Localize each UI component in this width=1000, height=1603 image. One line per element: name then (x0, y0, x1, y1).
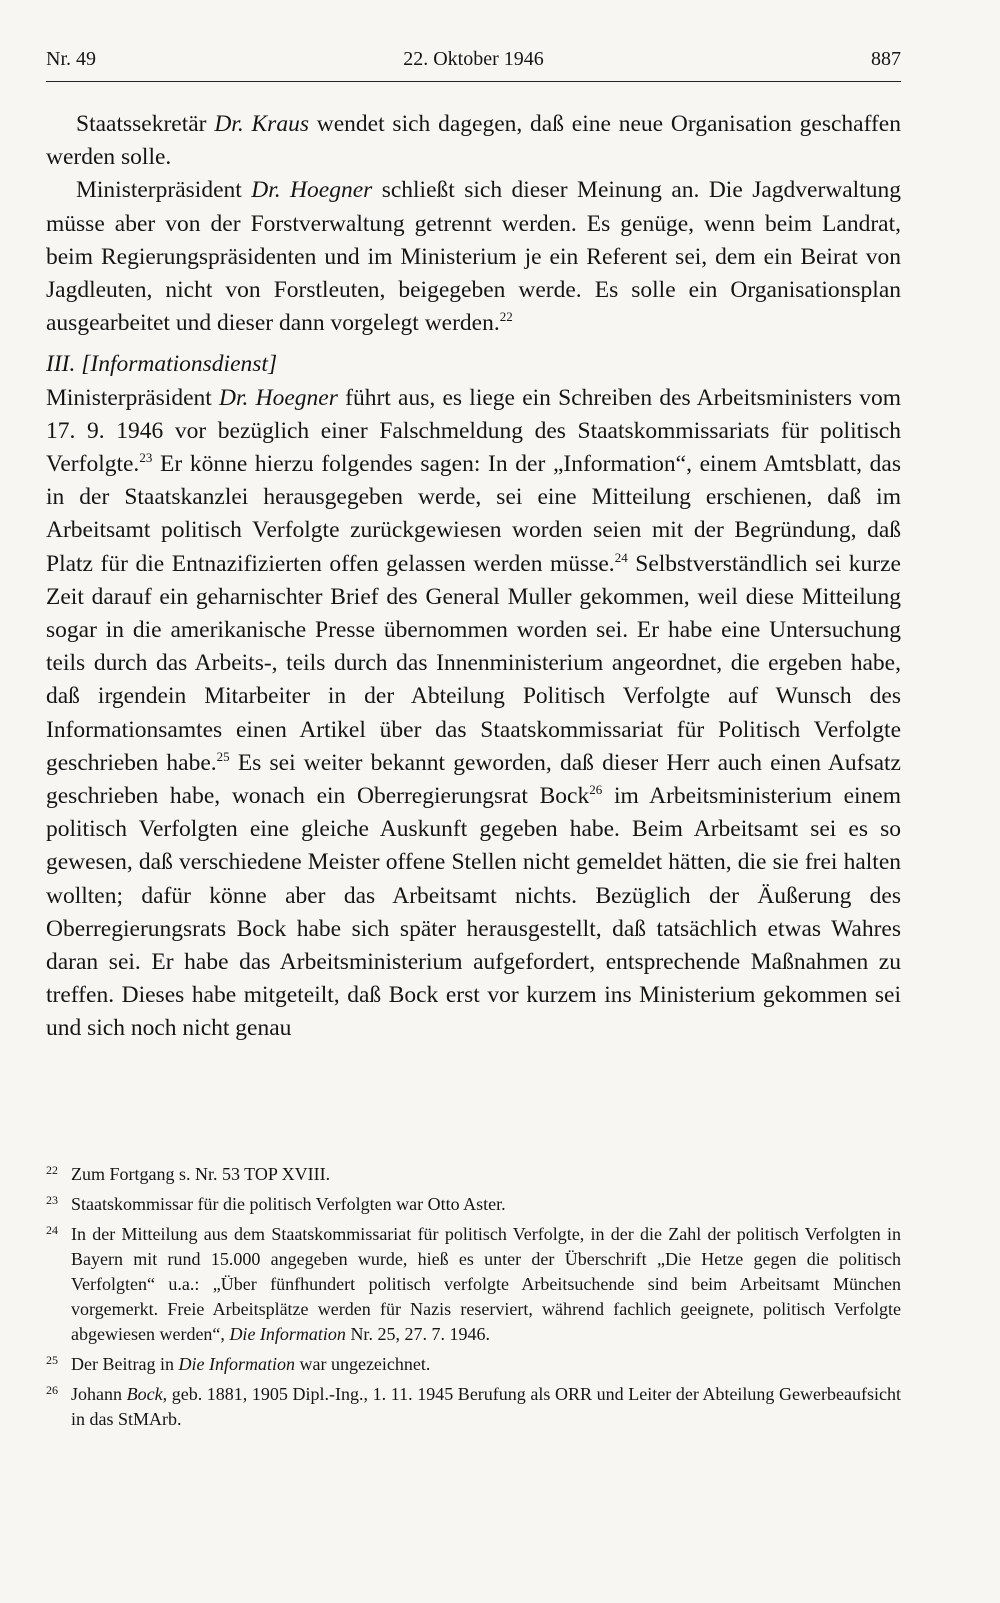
footnote-26 (46, 1382, 901, 1432)
person-name: Bock (126, 1384, 163, 1404)
section-heading (46, 348, 901, 381)
footnote-22 (46, 1162, 901, 1187)
footnotes (46, 1162, 901, 1437)
footnote-number: 23 (46, 1193, 58, 1207)
paragraph-hoegner-1 (46, 174, 901, 340)
footnote-text: war ungezeichnet. (294, 1354, 431, 1374)
section-number: III. (46, 351, 82, 378)
text-run: schließt sich dieser Meinung an. Die Jagdverwaltung müsse aber von der Forstverwaltung getrennt werden. Es genüge, wenn beim Landrat, beim Regierungspräsidenten und im Ministerium je ein Referent sei, dem ein Beirat von Jagdleuten, nicht von Forstleuten, beigegeben werde. Es solle ein Organisationsplan ausgearbeitet und dieser dann vorgelegt werden. (46, 177, 901, 337)
text-run: Es sei weiter bekannt geworden, daß dieser Herr auch einen Aufsatz geschrieben habe, wonach ein Oberregierungsrat Bock (46, 749, 901, 810)
footnote-text: Zum Fortgang s. Nr. 53 TOP XVIII. (71, 1164, 331, 1184)
paragraph-kraus (46, 108, 901, 174)
footnote-text: Johann (71, 1384, 127, 1404)
text-run: führt aus, es liege ein Schreiben des Arbeitsministers vom 17. 9. 1946 vor bezüglich einer Falschmeldung des Staatskommissariats für politisch Verfolgte. (46, 384, 901, 478)
document-date: 22. Oktober 1946 (403, 48, 544, 70)
footnote-ref: 26 (589, 782, 603, 798)
footnote-ref: 23 (139, 450, 153, 466)
footnote-number: 24 (46, 1223, 58, 1237)
footnote-25 (46, 1352, 901, 1377)
footnote-number: 25 (46, 1353, 58, 1367)
body-text (46, 108, 901, 1046)
text-run: Selbstverständlich sei kurze Zeit darauf ein geharnischter Brief des General Muller gekommen, weil diese Mitteilung sogar in die amerikanische Presse übernommen worden sei. Er habe eine Untersuchung teils durch das Arbeits-, teils durch das Innenministerium angeordnet, die ergeben habe, daß irgendein Mitarbeiter in der Abteilung Politisch Verfolgte auf Wunsch des Informationsamtes einen Artikel über das Staatskommissariat für Politisch Verfolgte geschrieben habe. (46, 550, 901, 776)
footnote-text: , geb. 1881, 1905 Dipl.-Ing., 1. 11. 1945 Berufung als ORR und Leiter der Abteilung Gewerbeaufsicht in das StMArb. (71, 1384, 901, 1429)
header-rule (46, 81, 901, 82)
document-number: Nr. 49 (46, 48, 96, 70)
footnote-24 (46, 1222, 901, 1347)
footnote-ref: 25 (216, 748, 230, 764)
running-head (46, 44, 901, 74)
footnote-text: Nr. 25, 27. 7. 1946. (345, 1324, 490, 1344)
speaker-name: Dr. Hoegner (251, 177, 373, 204)
paragraph-hoegner-2 (46, 382, 901, 1046)
speaker-name: Dr. Kraus (214, 111, 309, 137)
text-run: wendet sich dagegen, daß eine neue Organisation geschaffen werden solle. (46, 111, 901, 171)
footnote-text: Staatskommissar für die politisch Verfolgten war Otto Aster. (71, 1194, 506, 1214)
text-run: im Arbeitsministerium einem politisch Verfolgten eine gleiche Auskunft gegeben habe. Beim Arbeitsamt sei es so gewesen, daß verschiedene Meister offene Stellen nicht gemeldet hätten, die sie frei halten wollten; dafür könne aber das Arbeitsamt nichts. Bezüglich der Äußerung des Oberregierungsrats Bock habe sich später herausgestellt, daß tatsächlich etwas Wahres daran sei. Er habe das Arbeitsministerium aufgefordert, entsprechende Maßnahmen zu treffen. Dieses habe mitgeteilt, daß Bock erst vor kurzem ins Ministerium gekommen sei und sich noch nicht genau (46, 783, 901, 1042)
text-run: Staatssekretär (76, 111, 215, 137)
footnote-23 (46, 1192, 901, 1217)
footnote-number: 26 (46, 1383, 58, 1397)
footnote-number: 22 (46, 1163, 58, 1177)
text-run: Er könne hierzu folgendes sagen: In der „Information“, einem Amtsblatt, das in der Staatskanzlei herausgegeben werde, sei eine Mitteilung erschienen, daß im Arbeitsamt politisch Verfolgte zurückgewiesen worden seien mit der Begründung, daß Platz für die Entnazifizierten offen gelassen werden müsse. (46, 451, 901, 577)
page-number: 887 (871, 48, 901, 70)
publication-title: Die Information (229, 1324, 346, 1344)
speaker-name: Dr. Hoegner (219, 384, 338, 411)
footnote-ref: 22 (499, 309, 513, 325)
footnote-text: Der Beitrag in (71, 1354, 179, 1374)
footnote-text: In der Mitteilung aus dem Staatskommissariat für politisch Verfolgte, in der die Zahl der politisch Verfolgten in Bayern mit rund 15.000 angegeben wurde, hieß es unter der Überschrift „Die Hetze gegen die politisch Verfolgten“ u.a.: „Über fünfhundert politisch verfolgte Arbeitsuchende sind beim Arbeitsamt München vorgemerkt. Freie Arbeitsplätze werden für Nazis reserviert, während fachlich geeignete, politisch Verfolgte abgewiesen werden“, (71, 1224, 901, 1344)
text-run: Ministerpräsident (76, 177, 252, 204)
footnote-ref: 24 (614, 549, 628, 565)
text-run: Ministerpräsident (46, 384, 220, 411)
section-title: [Informationsdienst] (81, 351, 278, 378)
publication-title: Die Information (178, 1354, 295, 1374)
